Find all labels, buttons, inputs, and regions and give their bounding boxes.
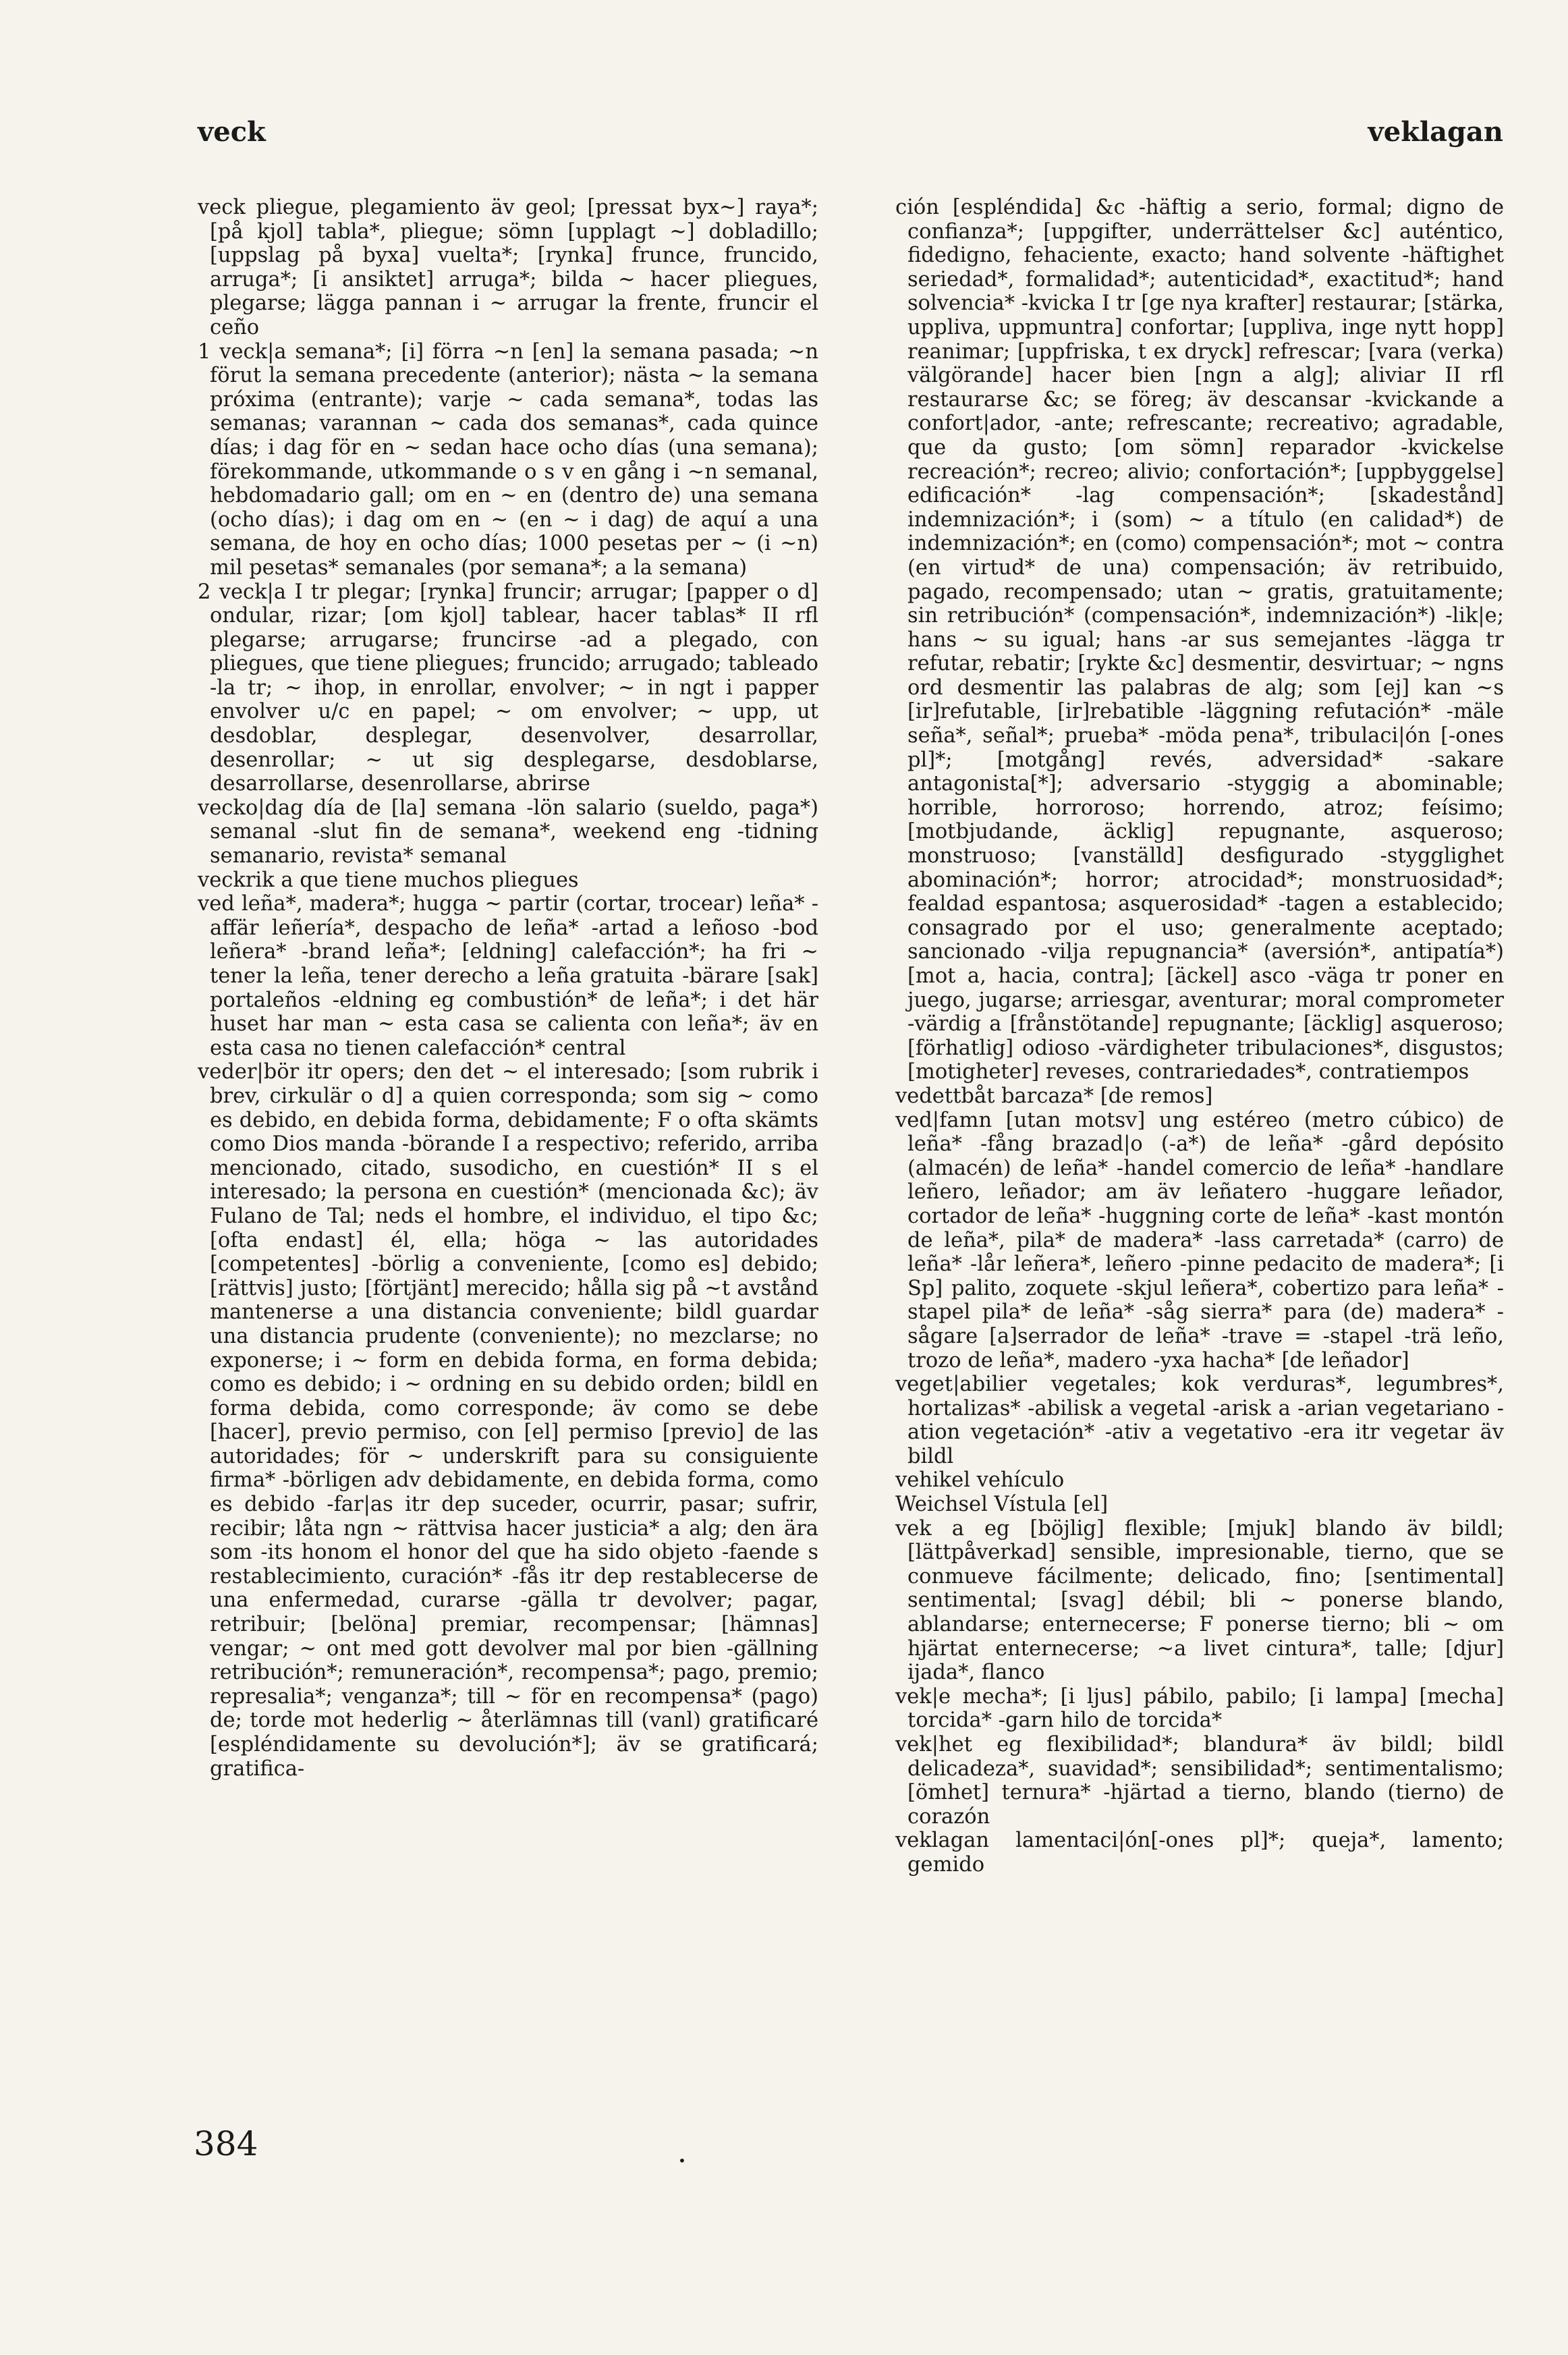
dictionary-entry: veget|abilier vegetales; kok verduras*, legumbres*, hortalizas* -abilisk a vegetal -arisk a -arian vegetariano -ation vegetación* -ativ a vegetativo -era itr vegetar äv bildl bbox=[895, 1373, 1504, 1468]
dictionary-entry: vek a eg [böjlig] flexible; [mjuk] blando äv bildl; [lättpåverkad] sensible, impresionable, tierno, que se conmueve fácilmente; delicado, fino; [sentimental] sentimental; [svag] débil; bli ~ ponerse blando, ablandarse; enternecerse; F ponerse tierno; bli ~ om hjärtat enternecerse; ~a livet cintura*, talle; [djur] ijada*, flanco bbox=[895, 1516, 1504, 1685]
page-number: 384 bbox=[194, 2124, 258, 2163]
dictionary-entry: veder|bör itr opers; den det ~ el interesado; [som rubrik i brev, cirkulär o d] a quien corresponda; som sig ~ como es debido, en debida forma, debidamente; F o ofta skämts como Dios manda -börande I a respectivo; referido, arriba mencionado, citado, susodicho, en cuestión* II s el interesado; la persona en cuestión* (mencionada &c); äv Fulano de Tal; neds el hombre, el individuo, el tipo &c; [ofta endast] él, ella; höga ~ las autoridades [competentes] -börlig a conveniente, [como es] debido; [rättvis] justo; [förtjänt] merecido; hålla sig på ~t avstånd mantenerse a una distancia conveniente; bildl guardar una distancia prudente (conveniente); no mezclarse; no exponerse; i ~ form en debida forma, en forma debida; como es debido; i ~ ordning en su debido orden; bildl en forma debida, como corresponde; äv como se debe [hacer], previo permiso, con [el] permiso [previo] de las autoridades; för ~ underskrift para su consiguiente firma* -börligen adv debidamente, en debida forma, como es debido -far|as itr dep suceder, ocurrir, pasar; sufrir, recibir; låta ngn ~ rättvisa hacer justicia* a alg; den ära som -its honom el honor del que ha sido objeto -faende s restablecimiento, curación* -fås itr dep restablecerse de una enfermedad, curarse -gälla tr devolver; pagar, retribuir; [belöna] premiar, recompensar; [hämnas] vengar; ~ ont med gott devolver mal por bien -gällning retribución*; remuneración*, recompensa*; pago, premio; represalia*; venganza*; till ~ för en recompensa* (pago) de; torde mot hederlig ~ återlämnas till (vanl) gratificaré [espléndidamente su devolución*]; äv se gratificará; gratifica- bbox=[198, 1060, 818, 1781]
dictionary-entry: 1 veck|a semana*; [i] förra ~n [en] la semana pasada; ~n förut la semana precedente (anterior); nästa ~ la semana próxima (entrante); varje ~ cada semana*, todas las semanas; varannan ~ cada dos semanas*, cada quince días; i dag för en ~ sedan hace ocho días (una semana); förekommande, utkommande o s v en gång i ~n semanal, hebdomadario gall; om en ~ en (dentro de) una semana (ocho días); i dag om en ~ (en ~ i dag) de aquí a una semana, de hoy en ocho días; 1000 pesetas per ~ (i ~n) mil pesetas* semanales (por semana*; a la semana) bbox=[198, 339, 818, 580]
right-guide-word: veklagan bbox=[1368, 116, 1503, 148]
dictionary-entry: veklagan lamentaci|ón[-ones pl]*; queja*, lamento; gemido bbox=[895, 1829, 1504, 1877]
dictionary-entry: vedettbåt barcaza* [de remos] bbox=[895, 1084, 1213, 1108]
dictionary-entry: vek|e mecha*; [i ljus] pábilo, pabilo; [i lampa] [mecha] torcida* -garn hilo de torcida* bbox=[895, 1684, 1504, 1733]
dictionary-entry: ción [espléndida] &c -häftig a serio, formal; digno de confianza*; [uppgifter, underrättelser &c] auténtico, fidedigno, fehaciente, exacto; hand solvente -häftighet seriedad*, formalidad*; autenticidad*, exactitud*; hand solvencia* -kvicka I tr [ge nya krafter] restaurar; [stärka, uppliva, uppmuntra] confortar; [uppliva, inge nytt hopp] reanimar; [uppfriska, t ex dryck] refrescar; [vara (verka) välgörande] hacer bien [ngn a alg]; aliviar II rfl restaurarse &c; se föreg; äv descansar -kvickande a confort|ador, -ante; refrescante; recreativo; agradable, que da gusto; [om sömn] reparador -kvickelse recreación*; recreo; alivio; confortación*; [uppbyggelse] edificación* -lag compensación*; [skadestånd] indemnización*; i (som) ~ a título (en calidad*) de indemnización*; en (como) compensación*; mot ~ contra (en virtud* de una) compensación; äv retribuido, pagado, recompensado; utan ~ gratis, gratuitamente; sin retribución* (compensación*, indemnización*) -lik|e; hans ~ su igual; hans -ar sus semejantes -lägga tr refutar, rebatir; [rykte &c] desmentir, desvirtuar; ~ ngns ord desmentir las palabras de alg; som [ej] kan ~s [ir]refutable, [ir]rebatible -läggning refutación* -mäle seña*, señal*; prueba* -möda pena*, tribulaci|ón [-ones pl]*; [motgång] revés, adversidad* -sakare antagonista[*]; adversario -styggig a abominable; horrible, horroroso; horrendo, atroz; feísimo; [motbjudande, äcklig] repugnante, asqueroso; monstruoso; [vanställd] desfigurado -stygglighet abominación*; horror; atrocidad*; monstruosidad*; fealdad espantosa; asquerosidad* -tagen a establecido; consagrado por el uso; generalmente aceptado; sancionado -vilja repugnancia* (aversión*, antipatía*) [mot a, hacia, contra]; [äckel] asco -väga tr poner en juego, jugarse; arriesgar, aventurar; moral comprometer -värdig a [frånstötande] repugnante; [äcklig] asqueroso; [förhatlig] odioso -värdigheter tribulaciones*, disgustos; [motigheter] reveses, contrariedades*, contratiempos bbox=[895, 196, 1504, 1084]
dictionary-entry: veck pliegue, plegamiento äv geol; [pressat byx~] raya*; [på kjol] tabla*, pliegue; sömn [upplagt ~] dobladillo; [uppslag på byxa] vuelta*; [rynka] frunce, fruncido, arruga*; [i ansiktet] arruga*; bilda ~ hacer pliegues, plegarse; lägga pannan i ~ arrugar la frente, fruncir el ceño bbox=[198, 196, 818, 339]
right-column bbox=[895, 196, 1504, 1877]
dictionary-entry: ved leña*, madera*; hugga ~ partir (cortar, trocear) leña* -affär leñería*, despacho de leña* -artad a leñoso -bod leñera* -brand leña*; [eldning] calefacción*; ha fri ~ tener la leña, tener derecho a leña gratuita -bärare [sak] portaleños -eldning eg combustión* de leña*; i det här huset har man ~ esta casa se calienta con leña*; äv en esta casa no tienen calefacción* central bbox=[198, 892, 818, 1060]
dictionary-entry: 2 veck|a I tr plegar; [rynka] fruncir; arrugar; [papper o d] ondular, rizar; [om kjol] tablear, hacer tablas* II rfl plegarse; arrugarse; fruncirse -ad a plegado, con pliegues, que tiene pliegues; fruncido; arrugado; tableado -la tr; ~ ihop, in enrollar, envolver; ~ in ngt i papper envolver u/c en papel; ~ om envolver; ~ upp, ut desdoblar, desplegar, desenvolver, desarrollar, desenrollar; ~ ut sig desplegarse, desdoblarse, desarrollarse, desenrollarse, abrirse bbox=[198, 580, 818, 796]
dictionary-entry: vek|het eg flexibilidad*; blandura* äv bildl; bildl delicadeza*, suavidad*; sensibilidad*; sentimentalismo; [ömhet] ternura* -hjärtad a tierno, blando (tierno) de corazón bbox=[895, 1733, 1504, 1829]
left-column bbox=[198, 196, 818, 1781]
dictionary-entry: ved|famn [utan motsv] ung estéreo (metro cúbico) de leña* -fång brazad|o (-a*) de leña* -gård depósito (almacén) de leña* -handel comercio de leña* -handlare leñero, leñador; am äv leñatero -huggare leñador, cortador de leña* -huggning corte de leña* -kast montón de leña*, pila* de madera* -lass carretada* (carro) de leña* -lår leñera*, leñero -pinne pedacito de madera*; [i Sp] palito, zoquete -skjul leñera*, cobertizo para leña* -stapel pila* de leña* -såg sierra* para (de) madera* -sågare [a]serrador de leña* -trave = -stapel -trä leño, trozo de leña*, madero -yxa hacha* [de leñador] bbox=[895, 1108, 1504, 1373]
dictionary-entry: veckrik a que tiene muchos pliegues bbox=[198, 868, 579, 892]
footer-mark: • bbox=[678, 2153, 686, 2169]
dictionary-entry: vecko|dag día de [la] semana -lön salario (sueldo, paga*) semanal -slut fin de semana*, weekend eng -tidning semanario, revista* semanal bbox=[198, 796, 818, 868]
dictionary-entry: Weichsel Vístula [el] bbox=[895, 1493, 1109, 1517]
left-guide-word: veck bbox=[198, 116, 266, 148]
dictionary-entry: vehikel vehículo bbox=[895, 1468, 1065, 1493]
